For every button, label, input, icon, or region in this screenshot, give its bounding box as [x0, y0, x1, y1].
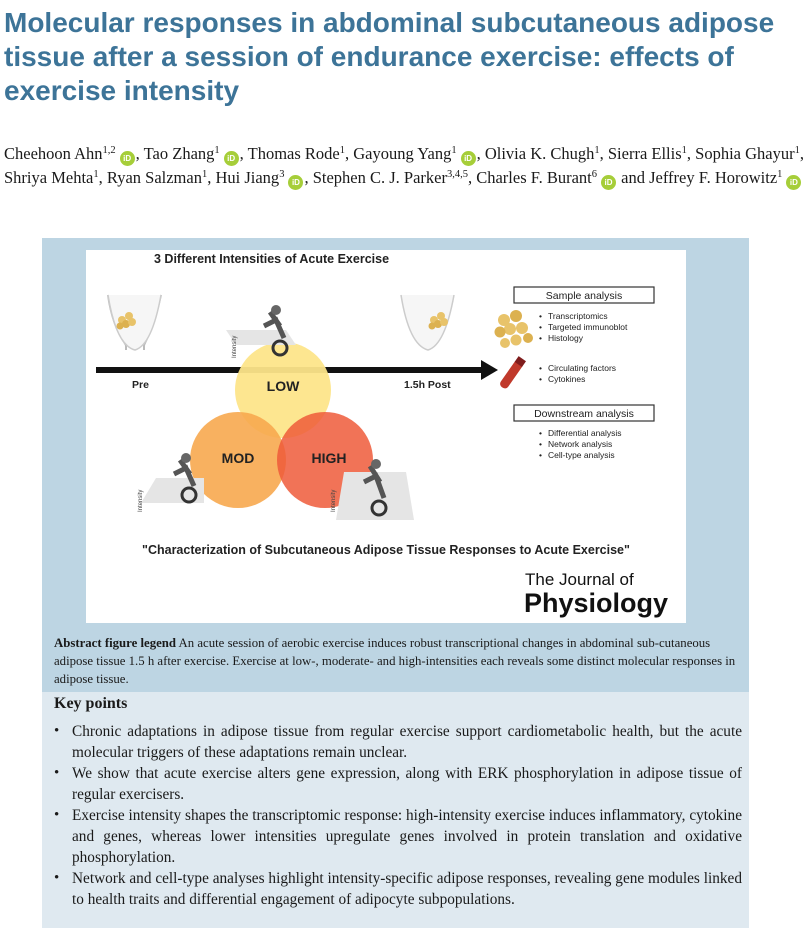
- sample-item-transcriptomics: Transcriptomics: [548, 311, 608, 321]
- key-point-text: Exercise intensity shapes the transcriptomic response: high-intensity exercise induces inflammatory, cytokine and genes, whereas lower intensities upregulate genes involved in protein translation and oxidative phosphorylation.: [72, 807, 742, 866]
- downstream-item-network: Network analysis: [548, 439, 613, 449]
- downstream-analysis-title: Downstream analysis: [534, 408, 634, 420]
- key-points-title: Key points: [54, 695, 128, 712]
- author-name: Stephen C. J. Parker: [312, 168, 447, 187]
- sample-item-immunoblot: Targeted immunoblot: [548, 322, 628, 332]
- author-name: Shriya Mehta: [4, 168, 94, 187]
- author-name: Sierra Ellis: [607, 144, 682, 163]
- list-item: [54, 721, 742, 763]
- author-affiliation: 1: [681, 145, 687, 156]
- bullet: •: [539, 363, 542, 373]
- adipose-tissue-icon: [495, 310, 534, 348]
- bullet: •: [539, 450, 542, 460]
- author-name: Cheehoon Ahn: [4, 144, 103, 163]
- list-item: [54, 868, 742, 910]
- author-affiliation: 3: [279, 169, 285, 180]
- figure-caption: "Characterization of Subcutaneous Adipose Tissue Responses to Acute Exercise": [142, 543, 630, 557]
- orcid-icon[interactable]: iD: [288, 175, 303, 190]
- author-name: Sophia Ghayur: [695, 144, 795, 163]
- author-affiliation: 1: [594, 145, 600, 156]
- orcid-icon[interactable]: iD: [120, 151, 135, 166]
- orcid-icon[interactable]: iD: [601, 175, 616, 190]
- high-label: HIGH: [311, 450, 347, 466]
- bullet: •: [539, 428, 542, 438]
- author-name: Thomas Rode: [247, 144, 340, 163]
- downstream-item-celltype: Cell-type analysis: [548, 450, 615, 460]
- author-name: Tao Zhang: [143, 144, 215, 163]
- intensity-label-mod: Intensity: [138, 489, 144, 512]
- author-affiliation: 1: [339, 145, 345, 156]
- sample-item-histology: Histology: [548, 333, 583, 343]
- key-point-text: We show that acute exercise alters gene expression, along with ERK phosphorylation in adipose tissue of regular exercisers.: [72, 765, 742, 803]
- orcid-icon[interactable]: iD: [461, 151, 476, 166]
- sample-item-circulating: Circulating factors: [548, 363, 617, 373]
- orcid-icon[interactable]: iD: [786, 175, 801, 190]
- abstract-figure-legend: [54, 634, 744, 688]
- pre-label: Pre: [132, 379, 149, 391]
- list-item: [54, 763, 742, 805]
- post-torso-icon: [401, 295, 454, 350]
- legend-label: Abstract figure legend: [54, 636, 177, 650]
- author-affiliation: 1: [777, 169, 783, 180]
- author-name: Olivia K. Chugh: [484, 144, 595, 163]
- low-label: LOW: [266, 378, 300, 394]
- paper-title: Molecular responses in abdominal subcutaneous adipose tissue after a session of endurance exercise: effects of exercise intensity: [4, 7, 775, 106]
- author-affiliation: 1: [93, 169, 99, 180]
- pre-torso-icon: [108, 295, 161, 350]
- author-name: Gayoung Yang: [353, 144, 452, 163]
- author-affiliation: 6: [591, 169, 598, 180]
- blood-tube-icon: [499, 356, 526, 390]
- legend-text: An acute session of aerobic exercise induces robust transcriptional changes in abdominal sub-cutaneous adipose tissue 1.5 h after exercise. Exercise at low-, moderate- and high-intensities each reveals some distinct molecular responses in adipose tissue.: [54, 636, 736, 686]
- author-name: Hui Jiang: [215, 168, 280, 187]
- author-affiliation: 1: [794, 145, 800, 156]
- author-affiliation: 1,2: [102, 145, 116, 156]
- journal-logo-line2: Physiology: [524, 588, 669, 618]
- author-name: Charles F. Burant: [476, 168, 592, 187]
- mod-label: MOD: [221, 450, 255, 466]
- sample-analysis-title: Sample analysis: [545, 290, 623, 302]
- bullet: •: [54, 765, 60, 781]
- list-item: [54, 805, 742, 868]
- author-list: Cheehoon Ahn$^{1,2}$iD , Tao Zhang$^1$iD , Thomas Rode$^1$, Gayoung Yang$^1$iD , Olivia K. Chugh$^1$, Sierra Ellis$^1$, Sophia Ghayur$^1$, Shriya Mehta$^1$, Ryan Salzman$^1$, Hui Jiang$^3$iD , Stephen C. J. Parker$^{3,4,5}$, Charles F. Burant$^6$iD and Jeffrey F. Horowitz$^1$iD: [4, 142, 804, 190]
- author-affiliation: 1: [451, 145, 457, 156]
- bullet: •: [539, 322, 542, 332]
- author-affiliation: 1: [214, 145, 220, 156]
- figure-heading: 3 Different Intensities of Acute Exercise: [154, 252, 390, 266]
- intensity-label-high: Intensity: [331, 489, 337, 512]
- post-label: 1.5h Post: [404, 379, 451, 391]
- bullet: •: [539, 311, 542, 321]
- graphical-abstract: [86, 250, 686, 623]
- bullet: •: [54, 870, 60, 886]
- key-point-text: Chronic adaptations in adipose tissue from regular exercise support cardiometabolic health, but the acute molecular triggers of these adaptations remain unclear.: [72, 723, 742, 761]
- author-name: Jeffrey F. Horowitz: [649, 168, 778, 187]
- orcid-icon[interactable]: iD: [224, 151, 239, 166]
- author-affiliation: 1: [201, 169, 208, 180]
- bullet: •: [539, 333, 542, 343]
- author-affiliation: 3,4,5: [446, 169, 468, 180]
- bullet: •: [54, 807, 60, 823]
- bullet: •: [54, 723, 60, 739]
- bullet: •: [539, 439, 542, 449]
- graphical-abstract-svg: [86, 250, 686, 623]
- sample-item-cytokines: Cytokines: [548, 374, 586, 384]
- intensity-label-low: Intensity: [232, 335, 238, 358]
- downstream-item-differential: Differential analysis: [548, 428, 622, 438]
- key-points-list: [54, 721, 742, 910]
- key-point-text: Network and cell-type analyses highlight intensity-specific adipose responses, revealing gene modules linked to health traits and differential engagement of adipocyte subpopulations.: [72, 870, 742, 908]
- author-name: Ryan Salzman: [106, 168, 202, 187]
- bullet: •: [539, 374, 542, 384]
- journal-logo-line1: The Journal of: [525, 570, 634, 589]
